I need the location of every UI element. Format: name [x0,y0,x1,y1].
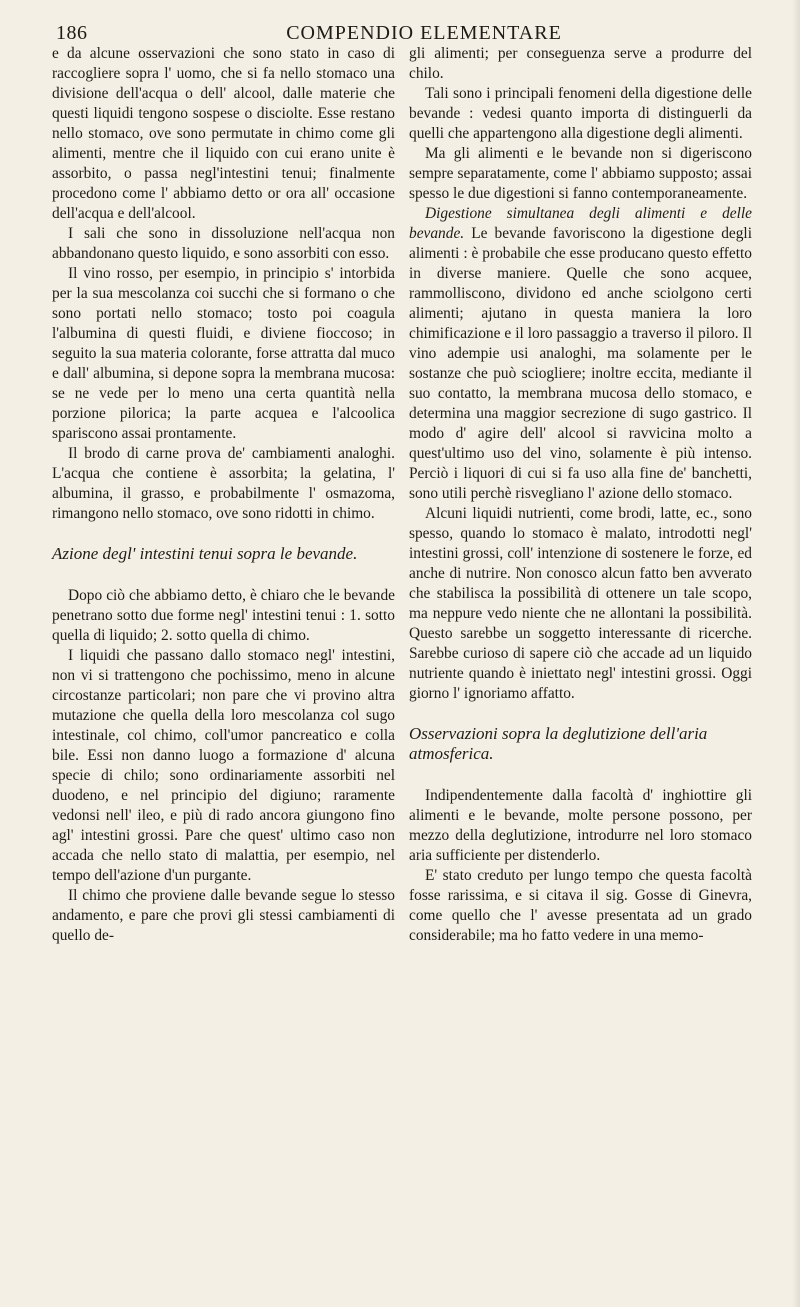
paragraph: I liquidi che passano dallo stomaco negl' intestini, non vi si trattengono che pochissimo, meno in alcune circostanze particolari; non pare che vi provino altra mutazione che quella della loro mescolanza col sugo intestinale, col chimo, coll'umor pancreatico e colla bile. Essi non danno luogo a formazione d' alcuna specie di chilo; sono ordinariamente assorbiti nel duodeno, e nel principio del digiuno; raramente vedonsi nell' ileo, e più di rado ancora giungono fino agl' intestini grossi. Pare che quest' ultimo caso non accada che nello stato di malattia, per esempio, nel tempo dell'azione d'un purgante. [52,647,395,884]
paragraph: Ma gli alimenti e le bevande non si digeriscono sempre separatamente, come l' abbiamo supposto; assai spesso le due digestioni si fanno contemporaneamente. [409,145,752,202]
page-edge-shadow [792,0,800,1307]
paragraph: Indipendentemente dalla facoltà d' inghiottire gli alimenti e le bevande, molte persone possono, per mezzo della deglutizione, introdurre nel loro stomaco aria sufficiente per distenderlo. [409,787,752,864]
paragraph: I sali che sono in dissoluzione nell'acqua non abbandonano questo liquido, e sono assorbiti con esso. [52,225,395,262]
right-column [409,44,752,1284]
text-columns [52,44,752,1284]
paragraph: Il chimo che proviene dalle bevande segue lo stesso andamento, e pare che provi gli stessi cambiamenti di quello de- [52,887,395,944]
paragraph: Il vino rosso, per esempio, in principio s' intorbida per la sua mescolanza coi succhi che si formano o che sono portati nello stomaco; tosto poi coagula l'albumina di questi fluidi, e diviene fioccoso; in seguito la sua materia colorante, forse attratta dal muco e dall' albumina, si depone sopra la membrana mucosa: se ne vede per lo meno una certa quantità nella porzione pilorica; la parte acquea e l'alcoolica spariscono assai prontamente. [52,265,395,442]
paragraph: e da alcune osservazioni che sono stato in caso di raccogliere sopra l' uomo, che si fa nello stomaco una divisione dell'acqua o dell' alcool, dalle materie che questi liquidi tengono sospese o disciolte. Esse restano nello stomaco, ove sono permutate in chimo come gli alimenti, mentre che il liquido con cui erano unite è assorbito, o passa negl'intestini tenui; finalmente procedono come l' abbiamo detto or ora all' occasione dell'acqua e dell'alcool. [52,45,395,222]
paragraph: E' stato creduto per lungo tempo che questa facoltà fosse rarissima, e si citava il sig. Gosse di Ginevra, come quello che l' avesse presentata ad un grado considerabile; ma ho fatto vedere in una memo- [409,867,752,944]
page-number: 186 [56,22,88,44]
paragraph-with-inline-heading [409,204,752,504]
paragraph: gli alimenti; per conseguenza serve a produrre del chilo. [409,45,752,82]
inline-paragraph-text: Le bevande favoriscono la digestione degli alimenti : è probabile che esse producano questo effetto in diverse maniere. Quelle che sono acquee, rammolliscono, dividono ed anche sciolgono certi alimenti; ajutano in questa maniera la loro chimificazione e il loro passaggio a traverso il piloro. Il vino adempie usi analoghi, ma solamente per le sostanze che può sciogliere; inoltre eccita, mediante il suo contatto, la membrana mucosa dello stomaco, e determina una maggior secrezione di sugo gastrico. Il modo d' agire dell' alcool si ravvicina molto a quest'ultimo uso del vino, solamente è più intenso. Perciò i liquori di cui si fa uso alla fine de' banchetti, sono utili perchè risvegliano l' azione dello stomaco. [409,225,752,502]
section-heading: Osservazioni sopra la deglutizione dell'aria atmosferica. [409,724,708,763]
paragraph: Dopo ciò che abbiamo detto, è chiaro che le bevande penetrano sotto due forme negl' intestini tenui : 1. sotto quella di liquido; 2. sotto quella di chimo. [52,587,395,644]
inline-heading: Digestione simultanea degli alimenti e delle bevande. [409,205,752,242]
running-title: COMPENDIO ELEMENTARE [286,22,562,44]
paragraph: Il brodo di carne prova de' cambiamenti analoghi. L'acqua che contiene è assorbita; la gelatina, l' albumina, il grasso, e probabilmente l' osmazoma, rimangono nello stomaco, ove sono ridotti in chimo. [52,445,395,522]
paragraph: Tali sono i principali fenomeni della digestione delle bevande : vedesi quanto importa di distinguerli da quelli che appartengono alla digestione degli alimenti. [409,85,752,142]
left-column [52,44,395,1284]
paragraph: Alcuni liquidi nutrienti, come brodi, latte, ec., sono spesso, quando lo stomaco è malato, introdotti negl' intestini grossi, coll' intenzione di sostenere le forze, ed anche di nutrire. Non conosco alcun fatto ben avverato che stabilisca la possibilità di ottenere un tale scopo, ma neppure vedo niente che ne allontani la possibilità. Questo sarebbe un soggetto interessante di ricerche. Sarebbe curioso di sapere ciò che accade ad un liquido nutriente quando è iniettato negl' intestini grossi. Oggi giorno l' ignoriamo affatto. [409,505,752,702]
section-heading: Azione degl' intestini tenui sopra le bevande. [52,544,358,563]
